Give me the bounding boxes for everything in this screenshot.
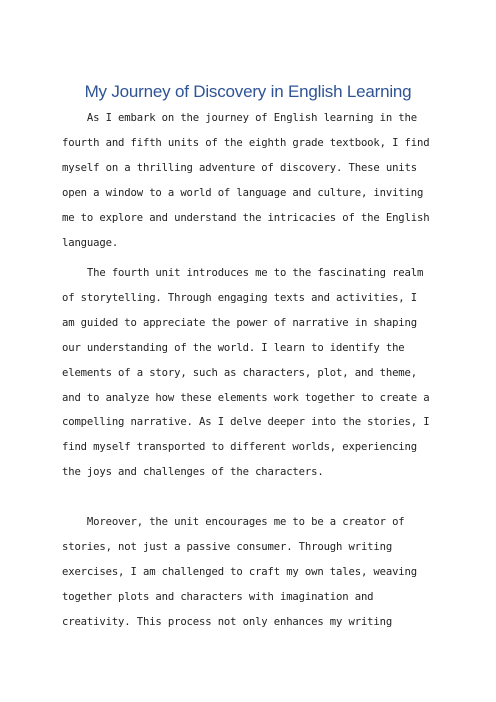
paragraph-line: myself on a thrilling adventure of discovery. These units <box>62 161 417 174</box>
paragraph-line: language. <box>62 236 119 249</box>
paragraph-line: of storytelling. Through engaging texts and activities, I <box>62 291 417 304</box>
paragraph-line: exercises, I am challenged to craft my own tales, weaving <box>62 565 417 578</box>
paragraph-line: Moreover, the unit encourages me to be a creator of <box>62 516 405 528</box>
paragraph-line: find myself transported to different worlds, experiencing <box>62 441 417 454</box>
paragraph-3 <box>62 510 434 635</box>
paragraph-line: am guided to appreciate the power of narrative in shaping <box>62 316 417 329</box>
paragraph-line: compelling narrative. As I delve deeper into the stories, I <box>62 416 430 429</box>
paragraph-line: the joys and challenges of the characters. <box>62 466 324 479</box>
paragraph-line: The fourth unit introduces me to the fascinating realm <box>62 267 424 279</box>
paragraph-line: me to explore and understand the intricacies of the English <box>62 211 430 224</box>
document-title: My Journey of Discovery in English Learning <box>84 82 412 101</box>
paragraph-line: elements of a story, such as characters, plot, and theme, <box>62 366 417 379</box>
paragraph-line: together plots and characters with imagination and <box>62 590 374 603</box>
paragraph-line: open a window to a world of language and culture, inviting <box>62 186 424 199</box>
paragraph-line: creativity. This process not only enhances my writing <box>62 615 393 628</box>
paragraph-line: fourth and fifth units of the eighth grade textbook, I find <box>62 136 430 149</box>
paragraph-line: and to analyze how these elements work together to create a <box>62 391 430 404</box>
paragraph-line: our understanding of the world. I learn to identify the <box>62 341 405 354</box>
paragraph-2 <box>62 261 434 485</box>
paragraph-1 <box>62 106 434 255</box>
paragraph-line: stories, not just a passive consumer. Through writing <box>62 540 393 553</box>
paragraph-line: As I embark on the journey of English learning in the <box>62 112 417 124</box>
